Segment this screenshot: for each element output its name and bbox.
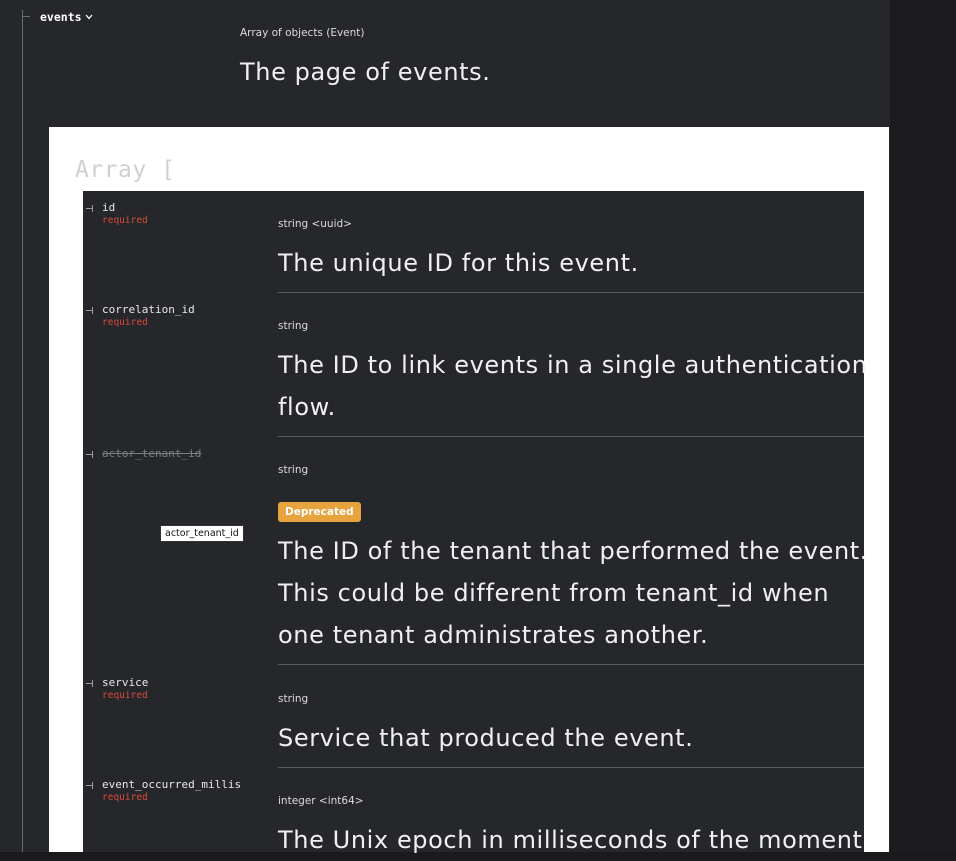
tree-tick [86, 310, 93, 311]
events-name: events [40, 10, 82, 24]
property-type: string <uuid> [278, 218, 352, 230]
required-label: required [102, 215, 148, 226]
events-toggle[interactable] [40, 9, 93, 24]
divider [278, 292, 864, 293]
array-open-label: Array [ [75, 157, 176, 183]
divider [278, 664, 864, 665]
required-label: required [102, 792, 148, 803]
right-gutter [890, 0, 956, 852]
required-label: required [102, 690, 148, 701]
tooltip: actor_tenant_id [160, 525, 244, 542]
tree-tick [86, 683, 93, 684]
tree-tick [22, 16, 30, 17]
divider [278, 436, 864, 437]
property-type: integer <int64> [278, 795, 364, 807]
tree-line [22, 10, 23, 852]
property-type: string [278, 464, 309, 476]
property-name[interactable]: correlation_id [102, 303, 195, 316]
property-name[interactable]: id [102, 201, 116, 214]
property-name[interactable]: actor_tenant_id [102, 447, 202, 460]
property-description: The ID of the tenant that performed the event. This could be different from tenant_id when one tenant administrates another. [278, 537, 868, 649]
property-name[interactable]: event_occurred_millis [102, 778, 242, 791]
events-description: The page of events. [240, 58, 491, 86]
property-description: The ID to link events in a single authentication flow. [278, 351, 868, 421]
tree-tick [86, 208, 93, 209]
property-description: The Unix epoch in milliseconds of the moment [278, 826, 863, 854]
required-label: required [102, 317, 148, 328]
property-type: string [278, 693, 309, 705]
tree-tick [86, 454, 93, 455]
tree-tick [86, 785, 93, 786]
divider [278, 767, 864, 768]
property-description: The unique ID for this event. [278, 249, 639, 277]
chevron-down-icon [85, 9, 93, 23]
events-type: Array of objects (Event) [240, 27, 365, 39]
deprecated-badge: Deprecated [278, 502, 361, 522]
property-description: Service that produced the event. [278, 724, 694, 752]
property-type: string [278, 320, 309, 332]
property-name[interactable]: service [102, 676, 149, 689]
array-items [83, 191, 868, 854]
